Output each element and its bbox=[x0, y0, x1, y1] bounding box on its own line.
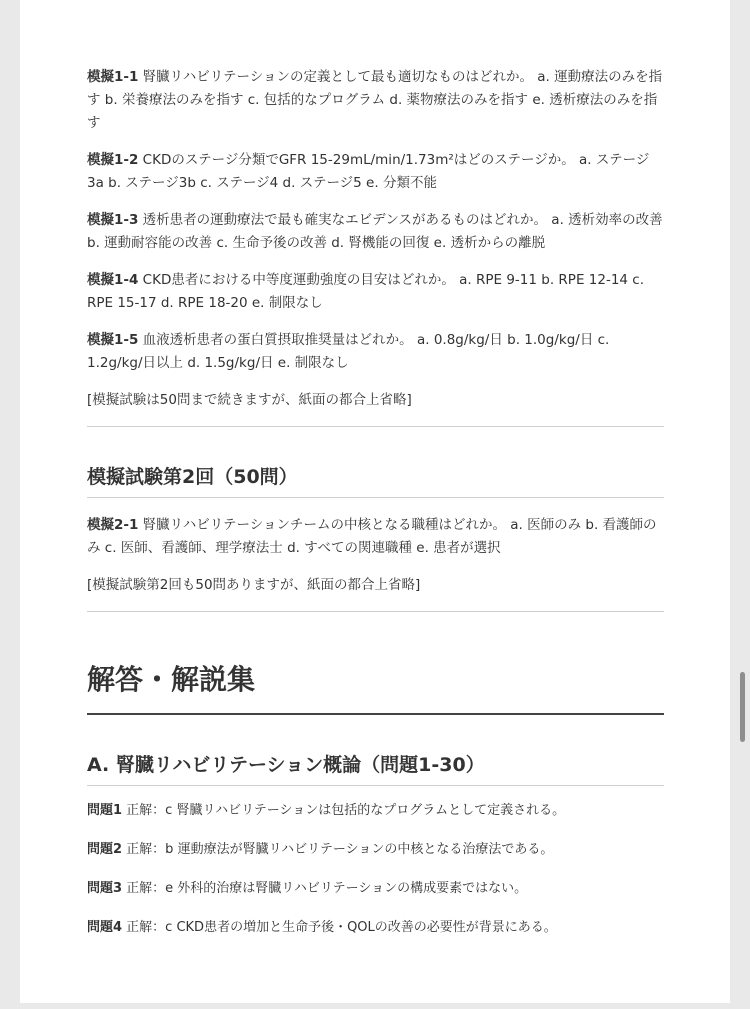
question-mock-1-3 bbox=[87, 209, 664, 255]
answer-label: 問題4 bbox=[87, 920, 123, 935]
question-text: 透析患者の運動療法で最も確実なエビデンスがあるものはどれか。 a. 透析効率の改善 b. 運動耐容能の改善 c. 生命予後の改善 d. 腎機能の回復 e. 透析からの離脱 bbox=[87, 212, 663, 251]
answer-item bbox=[87, 839, 664, 861]
answer-label: 問題2 bbox=[87, 842, 123, 857]
answer-text: 正解：c 腎臓リハビリテーションは包括的なプログラムとして定義される。 bbox=[122, 803, 566, 818]
answer-item bbox=[87, 800, 664, 822]
question-mock-1-4 bbox=[87, 269, 664, 315]
question-label: 模擬2-1 bbox=[87, 517, 139, 533]
page-content bbox=[87, 66, 664, 939]
question-text: CKDのステージ分類でGFR 15-29mL/min/1.73m²はどのステージか。 a. ステージ3a b. ステージ3b c. ステージ4 d. ステージ5 e. 分類不能 bbox=[87, 152, 650, 191]
answer-label: 問題1 bbox=[87, 803, 123, 818]
answer-item bbox=[87, 878, 664, 900]
scrollbar-thumb[interactable] bbox=[740, 672, 745, 742]
question-mock-1-5 bbox=[87, 329, 664, 375]
section-heading-a: A. 腎臓リハビリテーション概論（問題1-30） bbox=[87, 754, 485, 776]
answers-heading: 解答・解説集 bbox=[87, 663, 256, 696]
question-label: 模擬1-2 bbox=[87, 152, 139, 168]
question-mock-2-1 bbox=[87, 514, 664, 560]
document-page bbox=[20, 0, 730, 1003]
question-text: 血液透析患者の蛋白質摂取推奨量はどれか。 a. 0.8g/kg/日 b. 1.0g/kg/日 c. 1.2g/kg/日以上 d. 1.5g/kg/日 e. 制限なし bbox=[87, 332, 610, 371]
question-mock-1-2 bbox=[87, 149, 664, 195]
section-heading-mock-exam-2: 模擬試験第2回（50問） bbox=[87, 466, 298, 488]
question-label: 模擬1-4 bbox=[87, 272, 139, 288]
omission-note-1: [模擬試験は50問まで続きますが、紙面の都合上省略] bbox=[87, 392, 412, 408]
omission-note-2: [模擬試験第2回も50問ありますが、紙面の都合上省略] bbox=[87, 577, 421, 593]
question-label: 模擬1-5 bbox=[87, 332, 139, 348]
answer-text: 正解：c CKD患者の増加と生命予後・QOLの改善の必要性が背景にある。 bbox=[122, 920, 557, 935]
question-text: CKD患者における中等度運動強度の目安はどれか。 a. RPE 9-11 b. RPE 12-14 c. RPE 15-17 d. RPE 18-20 e. 制限なし bbox=[87, 272, 645, 311]
answer-text: 正解：e 外科的治療は腎臓リハビリテーションの構成要素ではない。 bbox=[122, 881, 528, 896]
question-text: 腎臓リハビリテーションの定義として最も適切なものはどれか。 a. 運動療法のみを指す b. 栄養療法のみを指す c. 包括的なプログラム d. 薬物療法のみを指す e. 透析療法のみを指す bbox=[87, 69, 663, 131]
answer-label: 問題3 bbox=[87, 881, 123, 896]
question-label: 模擬1-3 bbox=[87, 212, 139, 228]
answer-text: 正解：b 運動療法が腎臓リハビリテーションの中核となる治療法である。 bbox=[122, 842, 554, 857]
question-mock-1-1 bbox=[87, 66, 664, 135]
answer-item bbox=[87, 917, 664, 939]
question-text: 腎臓リハビリテーションチームの中核となる職種はどれか。 a. 医師のみ b. 看護師のみ c. 医師、看護師、理学療法士 d. すべての関連職種 e. 患者が選択 bbox=[87, 517, 657, 556]
question-label: 模擬1-1 bbox=[87, 69, 139, 85]
